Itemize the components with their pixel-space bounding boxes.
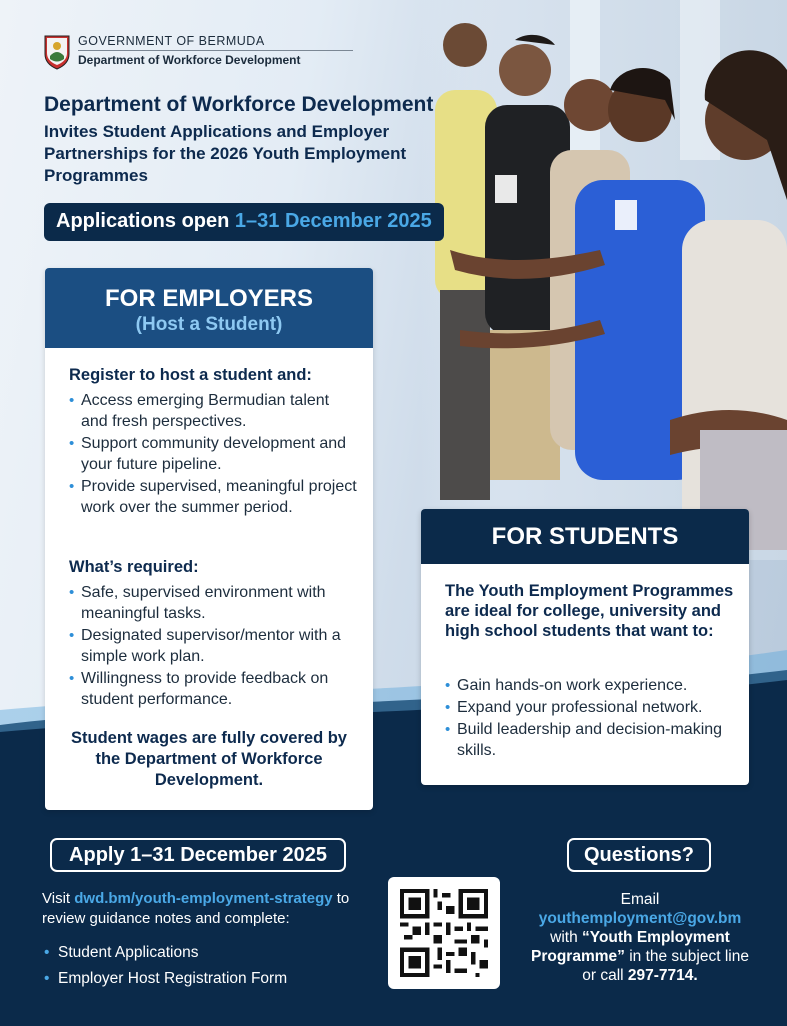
list-item: • Gain hands-on work experience.	[445, 675, 735, 696]
list-item: • Support community development and your future pipeline.	[69, 433, 359, 475]
contact-end: .	[693, 967, 698, 984]
list-item: • Designated supervisor/mentor with a simple work plan.	[69, 625, 359, 667]
page-title: Department of Workforce Development	[44, 93, 434, 116]
students-card-header	[421, 509, 749, 564]
employers-card-header	[45, 268, 373, 348]
visit-prefix: Visit	[42, 890, 75, 907]
applications-open-prefix: Applications open	[56, 210, 235, 232]
phone-number[interactable]: 297-7714	[627, 967, 694, 984]
list-item: • Employer Host Registration Form	[44, 966, 364, 992]
questions-badge: Questions?	[567, 838, 711, 872]
register-benefits-list	[69, 390, 359, 519]
contact-info	[524, 890, 756, 985]
employers-title: FOR EMPLOYERS	[104, 285, 314, 312]
wages-note: Student wages are fully covered by the Department of Workforce Development.	[70, 729, 347, 789]
subject-text: “Youth Employment Programme”	[531, 929, 730, 965]
list-item: • Build leadership and decision-making skills.	[445, 719, 735, 761]
register-heading: Register to host a student and:	[69, 366, 312, 384]
government-name: GOVERNMENT OF BERMUDA	[78, 34, 265, 48]
header-divider	[78, 50, 353, 51]
applications-open-banner	[44, 203, 444, 241]
qr-code-icon	[400, 889, 488, 977]
applications-open-dates: 1–31 December 2025	[234, 210, 432, 232]
email-prefix: Email	[620, 891, 660, 908]
bermuda-crest-icon	[44, 34, 70, 70]
contact-suffix: in the subject line or call	[582, 948, 749, 984]
email-link[interactable]: youthemployment@gov.bm	[538, 910, 742, 927]
visit-suffix: to review guidance notes and complete:	[42, 890, 350, 927]
department-name: Department of Workforce Development	[78, 53, 301, 67]
students-title: FOR STUDENTS	[491, 523, 679, 550]
apply-dates-badge: Apply 1–31 December 2025	[50, 838, 346, 872]
qr-code[interactable]	[388, 877, 500, 989]
page-subtitle: Invites Student Applications and Employer Partnerships for the 2026 Youth Employment Programmes	[44, 122, 407, 185]
visit-instructions	[42, 889, 372, 929]
website-link[interactable]: dwd.bm/youth-employment-strategy	[74, 890, 333, 907]
students-photo	[420, 0, 787, 560]
contact-with: with	[550, 929, 583, 946]
employers-subtitle: (Host a Student)	[135, 314, 283, 335]
government-header	[44, 32, 354, 72]
students-intro: The Youth Employment Programmes are ideal for college, university and high school students that want to:	[445, 582, 734, 640]
students-card	[421, 509, 749, 785]
students-benefits-list	[445, 675, 735, 762]
required-heading: What’s required:	[69, 558, 199, 576]
requirements-list	[69, 582, 359, 711]
list-item: • Student Applications	[44, 940, 364, 966]
application-forms-list	[44, 940, 364, 992]
list-item: • Provide supervised, meaningful project work over the summer period.	[69, 476, 359, 518]
list-item: • Expand your professional network.	[445, 697, 735, 718]
list-item: • Safe, supervised environment with meaningful tasks.	[69, 582, 359, 624]
list-item: • Access emerging Bermudian talent and fresh perspectives.	[69, 390, 359, 432]
list-item: • Willingness to provide feedback on student performance.	[69, 668, 359, 710]
employers-card	[45, 268, 373, 810]
